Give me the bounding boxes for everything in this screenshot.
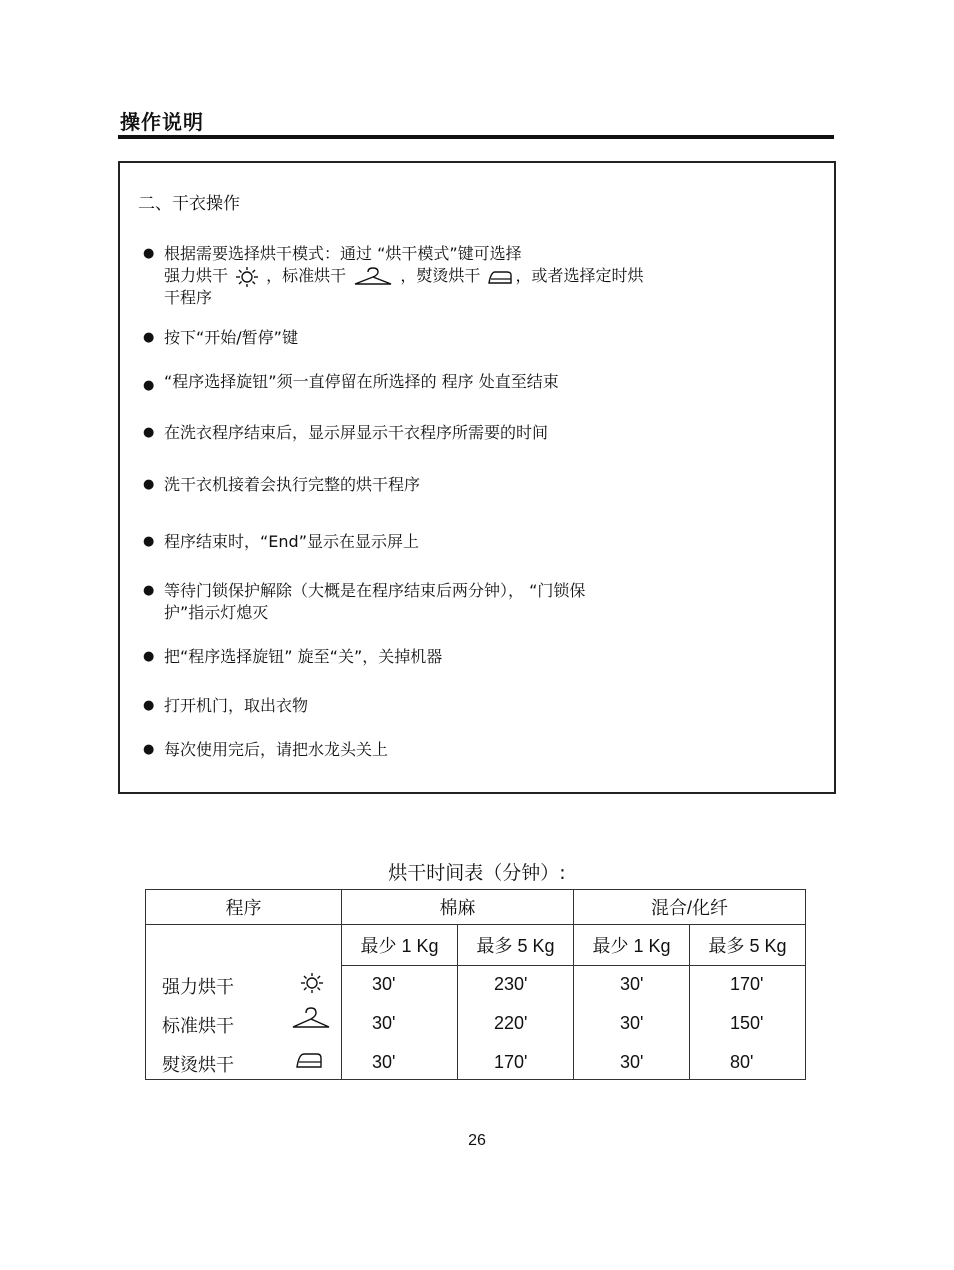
table-cell-column — [574, 966, 690, 1080]
list-item — [143, 371, 783, 393]
bullet-icon: ● — [143, 698, 155, 713]
table-row-label: 标准烘干 — [162, 1012, 234, 1038]
list-item-text: 在洗衣程序结束后，显示屏显示干衣程序所需要的时间 — [164, 423, 549, 442]
list-item — [143, 580, 783, 624]
bullet-icon: ● — [143, 330, 155, 345]
list-item-text: 程序结束时，“End”显示在显示屏上 — [164, 532, 419, 551]
table-header-cotton: 棉麻 — [342, 890, 574, 925]
table-cell-column — [690, 966, 806, 1080]
list-item — [143, 531, 783, 553]
table-cell: 30' — [620, 1052, 644, 1072]
bullet-icon: ● — [143, 649, 155, 664]
table-cell: 30' — [372, 1052, 396, 1072]
table-cell: 170' — [730, 974, 764, 994]
table-cell: 80' — [730, 1052, 754, 1072]
title-divider — [118, 135, 834, 139]
bullet-icon: ● — [143, 425, 155, 440]
hanger-icon — [290, 1006, 332, 1032]
list-item — [143, 474, 783, 496]
table-header-mixed: 混合/化纤 — [574, 890, 806, 925]
list-item-text: 每次使用完后，请把水龙头关上 — [164, 740, 389, 759]
list-item-text: 按下“开始/暂停”键 — [164, 328, 298, 347]
bullet-icon: ● — [143, 378, 155, 393]
drying-time-table — [145, 889, 806, 1080]
table-cell: 220' — [494, 1013, 528, 1033]
program-column — [146, 925, 342, 1080]
bullet-icon: ● — [143, 534, 155, 549]
table-cell: 30' — [372, 974, 396, 994]
sun-icon — [298, 971, 326, 995]
table-cell: 230' — [494, 974, 528, 994]
bullet-icon: ● — [143, 477, 155, 492]
list-item — [143, 695, 783, 717]
bullet-icon: ● — [143, 246, 155, 261]
hanger-icon — [351, 266, 395, 288]
iron-icon — [485, 267, 515, 287]
table-subheader: 最多 5 Kg — [690, 925, 806, 966]
list-item — [143, 422, 783, 444]
table-cell-column — [342, 966, 458, 1080]
table-subheader: 最少 1 Kg — [574, 925, 690, 966]
table-row-label: 强力烘干 — [162, 973, 234, 999]
bullet-icon: ● — [143, 742, 155, 757]
list-item-text: “程序选择旋钮”须一直停留在所选择的 程序 处直至结束 — [164, 372, 559, 391]
table-row-label: 熨烫烘干 — [162, 1051, 234, 1077]
sun-icon — [233, 266, 261, 288]
list-item-text: 根据需要选择烘干模式：通过 “烘干模式”键可选择 — [164, 244, 522, 263]
table-cell: 30' — [372, 1013, 396, 1033]
list-item-text: 洗干衣机接着会执行完整的烘干程序 — [164, 475, 421, 494]
list-item-text: 强力烘干 ，标准烘干 ，熨烫烘干 ，或者选择定时烘 — [164, 265, 643, 288]
bullet-icon: ● — [143, 583, 155, 598]
section-heading: 二、干衣操作 — [138, 194, 240, 214]
list-item-text: 打开机门，取出衣物 — [164, 696, 309, 715]
table-cell: 30' — [620, 1013, 644, 1033]
list-item-text: 把“程序选择旋钮” 旋至“关”，关掉机器 — [164, 647, 443, 666]
page-title: 操作说明 — [120, 110, 204, 134]
table-cell: 30' — [620, 974, 644, 994]
table-cell-column — [458, 966, 574, 1080]
list-item — [143, 243, 783, 307]
table-cell: 150' — [730, 1013, 764, 1033]
iron-icon — [294, 1049, 324, 1071]
table-header-program: 程序 — [146, 890, 342, 925]
list-item-text: 等待门锁保护解除（大概是在程序结束后两分钟）， “门锁保 — [164, 581, 586, 600]
table-title: 烘干时间表（分钟）: — [388, 862, 566, 884]
page-number: 26 — [468, 1132, 486, 1149]
table-subheader: 最多 5 Kg — [458, 925, 574, 966]
list-item — [143, 646, 783, 668]
table-cell: 170' — [494, 1052, 528, 1072]
list-item-text: 护”指示灯熄灭 — [164, 603, 269, 622]
table-subheader: 最少 1 Kg — [342, 925, 458, 966]
list-item — [143, 739, 783, 761]
list-item-text: 干程序 — [164, 288, 213, 307]
list-item — [143, 327, 783, 349]
